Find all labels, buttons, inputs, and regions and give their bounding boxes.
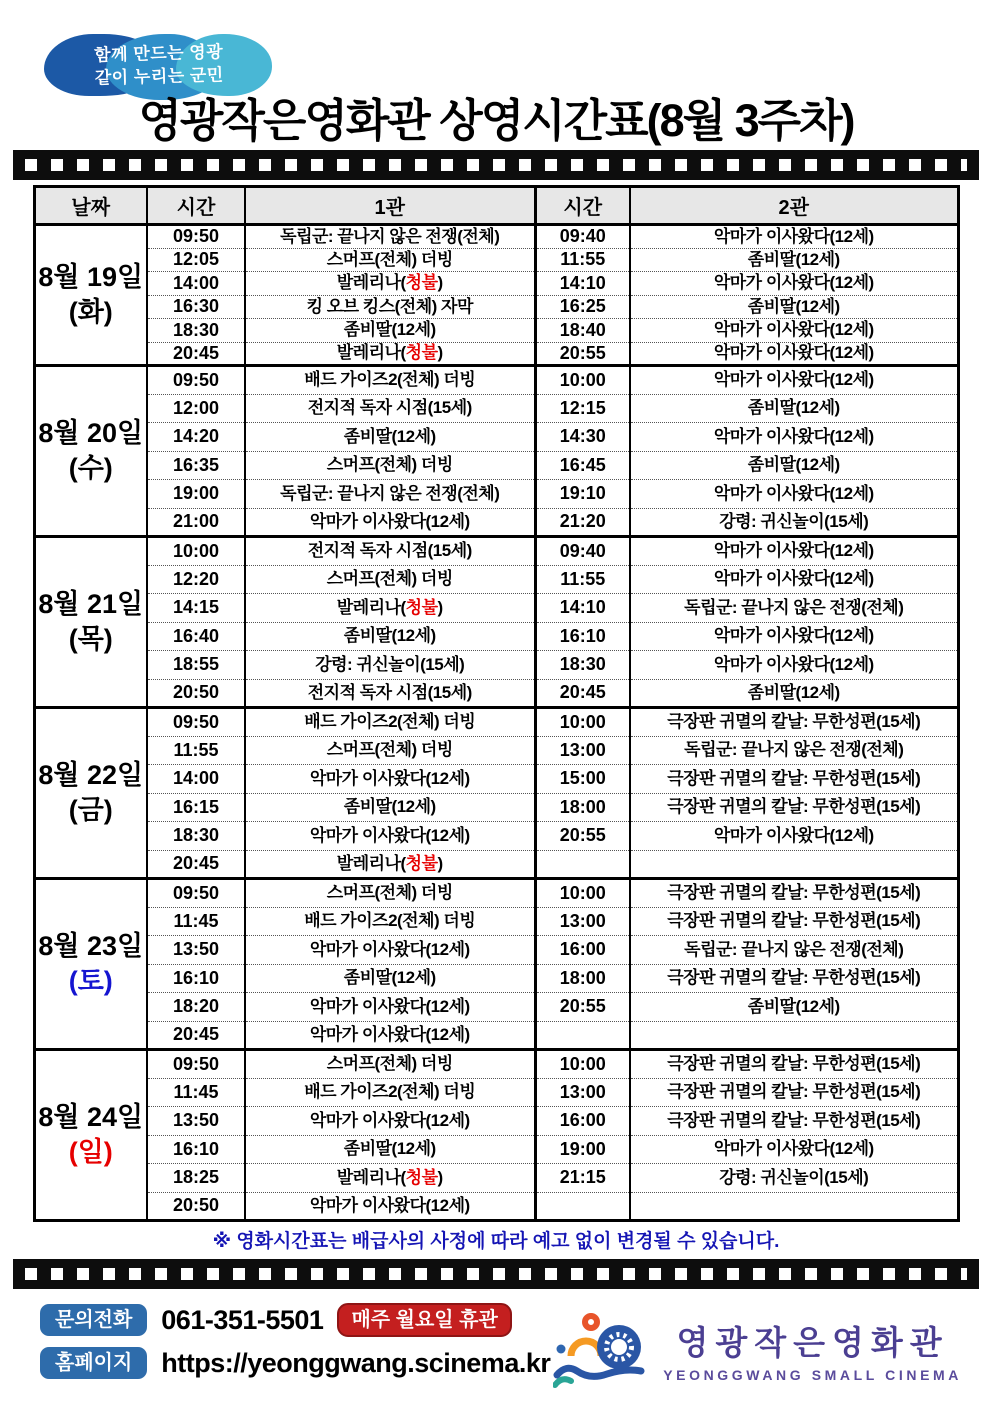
time-screen2-cell: 18:30 bbox=[535, 651, 630, 680]
time-screen1-cell: 18:30 bbox=[147, 319, 245, 343]
time-screen2-cell: 11:55 bbox=[535, 248, 630, 272]
time-screen2-cell bbox=[535, 1021, 630, 1050]
schedule-row bbox=[34, 793, 958, 822]
time-screen1-cell: 11:45 bbox=[147, 1078, 245, 1107]
time-screen1-cell: 13:50 bbox=[147, 1107, 245, 1136]
schedule-row bbox=[34, 679, 958, 708]
day-block bbox=[34, 879, 958, 1050]
schedule-row bbox=[34, 907, 958, 936]
date-cell bbox=[34, 708, 147, 879]
schedule-table-header bbox=[34, 187, 958, 225]
movie-screen2-cell: 악마가 이사왔다(12세) bbox=[630, 225, 958, 249]
adult-rating-highlight: 청불 bbox=[405, 343, 438, 363]
movie-screen1-cell: 스머프(전체) 더빙 bbox=[245, 565, 535, 594]
movie-screen1-cell: 강령: 귀신놀이(15세) bbox=[245, 651, 535, 680]
schedule-row bbox=[34, 423, 958, 452]
time-screen1-cell: 14:20 bbox=[147, 423, 245, 452]
time-screen2-cell: 15:00 bbox=[535, 765, 630, 794]
column-header-screen2: 2관 bbox=[630, 187, 958, 225]
day-block bbox=[34, 537, 958, 708]
movie-screen2-cell: 악마가 이사왔다(12세) bbox=[630, 366, 958, 395]
time-screen1-cell: 20:45 bbox=[147, 850, 245, 879]
schedule-row bbox=[34, 964, 958, 993]
date-label: 8월 23일 bbox=[38, 930, 144, 961]
movie-screen2-cell: 극장판 귀멸의 칼날: 무한성편(15세) bbox=[630, 1107, 958, 1136]
time-screen1-cell: 18:55 bbox=[147, 651, 245, 680]
time-screen1-cell: 09:50 bbox=[147, 879, 245, 908]
movie-screen2-cell: 극장판 귀멸의 칼날: 무한성편(15세) bbox=[630, 964, 958, 993]
time-screen1-cell: 16:10 bbox=[147, 1135, 245, 1164]
time-screen1-cell: 10:00 bbox=[147, 537, 245, 566]
page-footer bbox=[40, 1303, 962, 1391]
closed-notice-badge: 매주 월요일 휴관 bbox=[337, 1303, 511, 1337]
schedule-row bbox=[34, 451, 958, 480]
homepage-url: https://yeonggwang.scinema.kr bbox=[161, 1347, 551, 1378]
time-screen2-cell: 19:10 bbox=[535, 480, 630, 509]
film-strip-top bbox=[13, 150, 979, 180]
movie-screen1-cell: 스머프(전체) 더빙 bbox=[245, 248, 535, 272]
homepage-label-badge: 홈페이지 bbox=[40, 1347, 147, 1379]
movie-screen1-cell: 킹 오브 킹스(전체) 자막 bbox=[245, 295, 535, 319]
schedule-row bbox=[34, 480, 958, 509]
time-screen2-cell: 09:40 bbox=[535, 537, 630, 566]
time-screen1-cell: 19:00 bbox=[147, 480, 245, 509]
schedule-row bbox=[34, 1050, 958, 1079]
time-screen2-cell: 18:40 bbox=[535, 319, 630, 343]
time-screen2-cell: 10:00 bbox=[535, 1050, 630, 1079]
homepage-row bbox=[40, 1347, 550, 1379]
movie-screen2-cell: 악마가 이사왔다(12세) bbox=[630, 565, 958, 594]
schedule-row bbox=[34, 342, 958, 366]
time-screen1-cell: 12:00 bbox=[147, 394, 245, 423]
time-screen2-cell: 11:55 bbox=[535, 565, 630, 594]
movie-screen2-cell: 악마가 이사왔다(12세) bbox=[630, 822, 958, 851]
time-screen2-cell: 13:00 bbox=[535, 907, 630, 936]
movie-screen2-cell: 극장판 귀멸의 칼날: 무한성편(15세) bbox=[630, 879, 958, 908]
time-screen1-cell: 09:50 bbox=[147, 366, 245, 395]
schedule-row bbox=[34, 651, 958, 680]
page-header bbox=[0, 0, 992, 150]
movie-screen1-cell: 악마가 이사왔다(12세) bbox=[245, 936, 535, 965]
movie-screen2-cell bbox=[630, 1192, 958, 1221]
movie-screen1-cell: 발레리나(청불) bbox=[245, 272, 535, 296]
time-screen1-cell: 09:50 bbox=[147, 708, 245, 737]
time-screen1-cell: 14:15 bbox=[147, 594, 245, 623]
movie-screen1-cell: 발레리나(청불) bbox=[245, 850, 535, 879]
date-cell bbox=[34, 879, 147, 1050]
time-screen2-cell: 10:00 bbox=[535, 879, 630, 908]
movie-screen2-cell bbox=[630, 850, 958, 879]
movie-screen2-cell: 독립군: 끝나지 않은 전쟁(전체) bbox=[630, 594, 958, 623]
schedule-row bbox=[34, 537, 958, 566]
time-screen2-cell: 16:45 bbox=[535, 451, 630, 480]
movie-screen1-cell: 좀비딸(12세) bbox=[245, 793, 535, 822]
time-screen1-cell: 09:50 bbox=[147, 225, 245, 249]
adult-rating-highlight: 청불 bbox=[405, 597, 438, 617]
schedule-table bbox=[33, 185, 960, 1222]
weekday-label: (토) bbox=[68, 966, 113, 996]
phone-row bbox=[40, 1303, 550, 1337]
time-screen2-cell: 16:00 bbox=[535, 1107, 630, 1136]
movie-screen1-cell: 배드 가이즈2(전체) 더빙 bbox=[245, 1078, 535, 1107]
time-screen2-cell: 19:00 bbox=[535, 1135, 630, 1164]
header-row bbox=[34, 187, 958, 225]
time-screen2-cell: 13:00 bbox=[535, 1078, 630, 1107]
weekday-label: (수) bbox=[68, 453, 113, 483]
time-screen2-cell: 10:00 bbox=[535, 366, 630, 395]
date-cell bbox=[34, 366, 147, 537]
movie-screen2-cell: 악마가 이사왔다(12세) bbox=[630, 480, 958, 509]
movie-screen2-cell: 독립군: 끝나지 않은 전쟁(전체) bbox=[630, 936, 958, 965]
movie-screen2-cell: 악마가 이사왔다(12세) bbox=[630, 272, 958, 296]
time-screen1-cell: 09:50 bbox=[147, 1050, 245, 1079]
movie-screen1-cell: 스머프(전체) 더빙 bbox=[245, 879, 535, 908]
date-cell bbox=[34, 1050, 147, 1221]
day-block bbox=[34, 1050, 958, 1221]
time-screen1-cell: 13:50 bbox=[147, 936, 245, 965]
time-screen1-cell: 16:40 bbox=[147, 622, 245, 651]
time-screen1-cell: 20:50 bbox=[147, 679, 245, 708]
weekday-label: (금) bbox=[68, 795, 113, 825]
movie-screen1-cell: 독립군: 끝나지 않은 전쟁(전체) bbox=[245, 480, 535, 509]
time-screen1-cell: 18:30 bbox=[147, 822, 245, 851]
schedule-row bbox=[34, 736, 958, 765]
schedule-row bbox=[34, 879, 958, 908]
schedule-row bbox=[34, 1164, 958, 1193]
movie-screen1-cell: 악마가 이사왔다(12세) bbox=[245, 1192, 535, 1221]
movie-screen1-cell: 발레리나(청불) bbox=[245, 342, 535, 366]
time-screen1-cell: 16:30 bbox=[147, 295, 245, 319]
schedule-row bbox=[34, 508, 958, 537]
movie-screen1-cell: 배드 가이즈2(전체) 더빙 bbox=[245, 907, 535, 936]
time-screen2-cell: 13:00 bbox=[535, 736, 630, 765]
movie-screen1-cell: 좀비딸(12세) bbox=[245, 964, 535, 993]
time-screen1-cell: 20:45 bbox=[147, 1021, 245, 1050]
time-screen2-cell: 21:20 bbox=[535, 508, 630, 537]
time-screen1-cell: 11:55 bbox=[147, 736, 245, 765]
schedule-row bbox=[34, 1135, 958, 1164]
movie-screen2-cell: 좀비딸(12세) bbox=[630, 679, 958, 708]
date-label: 8월 22일 bbox=[38, 759, 144, 790]
movie-screen1-cell: 좀비딸(12세) bbox=[245, 1135, 535, 1164]
time-screen1-cell: 18:25 bbox=[147, 1164, 245, 1193]
schedule-row bbox=[34, 248, 958, 272]
schedule-row bbox=[34, 1107, 958, 1136]
phone-number: 061-351-5501 bbox=[161, 1304, 324, 1335]
movie-screen1-cell: 악마가 이사왔다(12세) bbox=[245, 508, 535, 537]
day-block bbox=[34, 366, 958, 537]
movie-screen2-cell: 악마가 이사왔다(12세) bbox=[630, 651, 958, 680]
movie-screen2-cell: 극장판 귀멸의 칼날: 무한성편(15세) bbox=[630, 765, 958, 794]
movie-screen2-cell: 악마가 이사왔다(12세) bbox=[630, 537, 958, 566]
time-screen1-cell: 11:45 bbox=[147, 907, 245, 936]
column-header-screen1: 1관 bbox=[245, 187, 535, 225]
movie-screen1-cell: 좀비딸(12세) bbox=[245, 423, 535, 452]
schedule-row bbox=[34, 708, 958, 737]
movie-screen2-cell: 극장판 귀멸의 칼날: 무한성편(15세) bbox=[630, 1050, 958, 1079]
movie-screen1-cell: 스머프(전체) 더빙 bbox=[245, 451, 535, 480]
movie-screen2-cell: 극장판 귀멸의 칼날: 무한성편(15세) bbox=[630, 793, 958, 822]
time-screen1-cell: 16:15 bbox=[147, 793, 245, 822]
movie-screen1-cell: 전지적 독자 시점(15세) bbox=[245, 537, 535, 566]
weekday-label: (목) bbox=[68, 624, 113, 654]
time-screen1-cell: 18:20 bbox=[147, 993, 245, 1022]
movie-screen2-cell: 좀비딸(12세) bbox=[630, 295, 958, 319]
day-block bbox=[34, 225, 958, 366]
schedule-row bbox=[34, 225, 958, 249]
time-screen2-cell: 18:00 bbox=[535, 793, 630, 822]
time-screen2-cell: 20:55 bbox=[535, 342, 630, 366]
date-cell bbox=[34, 225, 147, 366]
time-screen1-cell: 21:00 bbox=[147, 508, 245, 537]
weekday-label: (일) bbox=[68, 1137, 113, 1167]
date-label: 8월 20일 bbox=[38, 417, 144, 448]
movie-screen2-cell: 강령: 귀신놀이(15세) bbox=[630, 508, 958, 537]
movie-screen2-cell: 좀비딸(12세) bbox=[630, 451, 958, 480]
time-screen2-cell: 14:10 bbox=[535, 594, 630, 623]
date-label: 8월 19일 bbox=[38, 261, 144, 292]
movie-screen2-cell: 좀비딸(12세) bbox=[630, 993, 958, 1022]
time-screen2-cell: 20:55 bbox=[535, 993, 630, 1022]
time-screen1-cell: 14:00 bbox=[147, 765, 245, 794]
cinema-logo-text bbox=[663, 1317, 962, 1383]
time-screen2-cell bbox=[535, 850, 630, 879]
cinema-name-korean: 영광작은영화관 bbox=[676, 1324, 949, 1361]
movie-screen1-cell: 배드 가이즈2(전체) 더빙 bbox=[245, 366, 535, 395]
movie-screen2-cell: 독립군: 끝나지 않은 전쟁(전체) bbox=[630, 736, 958, 765]
date-label: 8월 24일 bbox=[38, 1101, 144, 1132]
time-screen2-cell: 20:45 bbox=[535, 679, 630, 708]
schedule-row bbox=[34, 594, 958, 623]
schedule-row bbox=[34, 622, 958, 651]
movie-screen2-cell: 극장판 귀멸의 칼날: 무한성편(15세) bbox=[630, 1078, 958, 1107]
movie-screen1-cell: 독립군: 끝나지 않은 전쟁(전체) bbox=[245, 225, 535, 249]
schedule-row bbox=[34, 319, 958, 343]
page-title: 영광작은영화관 상영시간표(8월 3주차) bbox=[138, 95, 854, 146]
time-screen2-cell: 14:10 bbox=[535, 272, 630, 296]
time-screen2-cell: 20:55 bbox=[535, 822, 630, 851]
disclaimer-note: ※ 영화시간표는 배급사의 사정에 따라 예고 없이 변경될 수 있습니다. bbox=[212, 1231, 780, 1252]
county-slogan-line1: 함께 만드는 영광 bbox=[93, 42, 224, 65]
time-screen2-cell: 18:00 bbox=[535, 964, 630, 993]
time-screen2-cell: 09:40 bbox=[535, 225, 630, 249]
schedule-row bbox=[34, 295, 958, 319]
schedule-row bbox=[34, 1021, 958, 1050]
adult-rating-highlight: 청불 bbox=[405, 1167, 438, 1187]
movie-screen1-cell: 악마가 이사왔다(12세) bbox=[245, 1021, 535, 1050]
time-screen2-cell: 21:15 bbox=[535, 1164, 630, 1193]
movie-screen1-cell: 스머프(전체) 더빙 bbox=[245, 1050, 535, 1079]
schedule-row bbox=[34, 850, 958, 879]
time-screen1-cell: 12:05 bbox=[147, 248, 245, 272]
movie-screen1-cell: 좀비딸(12세) bbox=[245, 319, 535, 343]
movie-screen1-cell: 악마가 이사왔다(12세) bbox=[245, 1107, 535, 1136]
time-screen2-cell bbox=[535, 1192, 630, 1221]
movie-screen1-cell: 발레리나(청불) bbox=[245, 594, 535, 623]
movie-screen1-cell: 악마가 이사왔다(12세) bbox=[245, 822, 535, 851]
weekday-label: (화) bbox=[68, 297, 113, 327]
time-screen2-cell: 16:10 bbox=[535, 622, 630, 651]
time-screen2-cell: 10:00 bbox=[535, 708, 630, 737]
time-screen1-cell: 20:50 bbox=[147, 1192, 245, 1221]
time-screen1-cell: 16:35 bbox=[147, 451, 245, 480]
movie-screen2-cell bbox=[630, 1021, 958, 1050]
date-label: 8월 21일 bbox=[38, 588, 144, 619]
movie-screen1-cell: 스머프(전체) 더빙 bbox=[245, 736, 535, 765]
movie-screen1-cell: 배드 가이즈2(전체) 더빙 bbox=[245, 708, 535, 737]
movie-screen2-cell: 악마가 이사왔다(12세) bbox=[630, 1135, 958, 1164]
schedule-row bbox=[34, 394, 958, 423]
schedule-row bbox=[34, 1078, 958, 1107]
movie-screen1-cell: 전지적 독자 시점(15세) bbox=[245, 394, 535, 423]
column-header-date: 날짜 bbox=[34, 187, 147, 225]
schedule-row bbox=[34, 366, 958, 395]
movie-screen1-cell: 전지적 독자 시점(15세) bbox=[245, 679, 535, 708]
time-screen2-cell: 12:15 bbox=[535, 394, 630, 423]
county-slogan-line2: 같이 누리는 군민 bbox=[94, 65, 224, 88]
day-block bbox=[34, 708, 958, 879]
schedule-row bbox=[34, 765, 958, 794]
time-screen2-cell: 16:00 bbox=[535, 936, 630, 965]
movie-screen2-cell: 극장판 귀멸의 칼날: 무한성편(15세) bbox=[630, 708, 958, 737]
schedule-row bbox=[34, 993, 958, 1022]
schedule-row bbox=[34, 822, 958, 851]
movie-screen2-cell: 강령: 귀신놀이(15세) bbox=[630, 1164, 958, 1193]
movie-screen2-cell: 악마가 이사왔다(12세) bbox=[630, 319, 958, 343]
time-screen2-cell: 14:30 bbox=[535, 423, 630, 452]
column-header-time2: 시간 bbox=[535, 187, 630, 225]
movie-screen1-cell: 발레리나(청불) bbox=[245, 1164, 535, 1193]
column-header-time1: 시간 bbox=[147, 187, 245, 225]
time-screen1-cell: 20:45 bbox=[147, 342, 245, 366]
date-cell bbox=[34, 537, 147, 708]
movie-screen2-cell: 좀비딸(12세) bbox=[630, 248, 958, 272]
schedule-row bbox=[34, 272, 958, 296]
movie-screen1-cell: 악마가 이사왔다(12세) bbox=[245, 765, 535, 794]
movie-screen2-cell: 악마가 이사왔다(12세) bbox=[630, 423, 958, 452]
movie-screen2-cell: 극장판 귀멸의 칼날: 무한성편(15세) bbox=[630, 907, 958, 936]
contact-info bbox=[40, 1303, 550, 1379]
schedule-row bbox=[34, 936, 958, 965]
movie-screen1-cell: 좀비딸(12세) bbox=[245, 622, 535, 651]
film-strip-bottom bbox=[13, 1259, 979, 1289]
movie-screen2-cell: 악마가 이사왔다(12세) bbox=[630, 342, 958, 366]
schedule-row bbox=[34, 565, 958, 594]
time-screen1-cell: 12:20 bbox=[147, 565, 245, 594]
movie-screen2-cell: 좀비딸(12세) bbox=[630, 394, 958, 423]
time-screen2-cell: 16:25 bbox=[535, 295, 630, 319]
time-screen1-cell: 14:00 bbox=[147, 272, 245, 296]
cinema-logo-mark-icon bbox=[553, 1309, 653, 1391]
adult-rating-highlight: 청불 bbox=[405, 273, 438, 293]
time-screen1-cell: 16:10 bbox=[147, 964, 245, 993]
movie-screen2-cell: 악마가 이사왔다(12세) bbox=[630, 622, 958, 651]
movie-screen1-cell: 악마가 이사왔다(12세) bbox=[245, 993, 535, 1022]
adult-rating-highlight: 청불 bbox=[405, 853, 438, 873]
schedule-row bbox=[34, 1192, 958, 1221]
cinema-logo bbox=[553, 1309, 962, 1391]
cinema-name-english: YEONGGWANG SMALL CINEMA bbox=[663, 1367, 962, 1383]
phone-label-badge: 문의전화 bbox=[40, 1304, 147, 1336]
